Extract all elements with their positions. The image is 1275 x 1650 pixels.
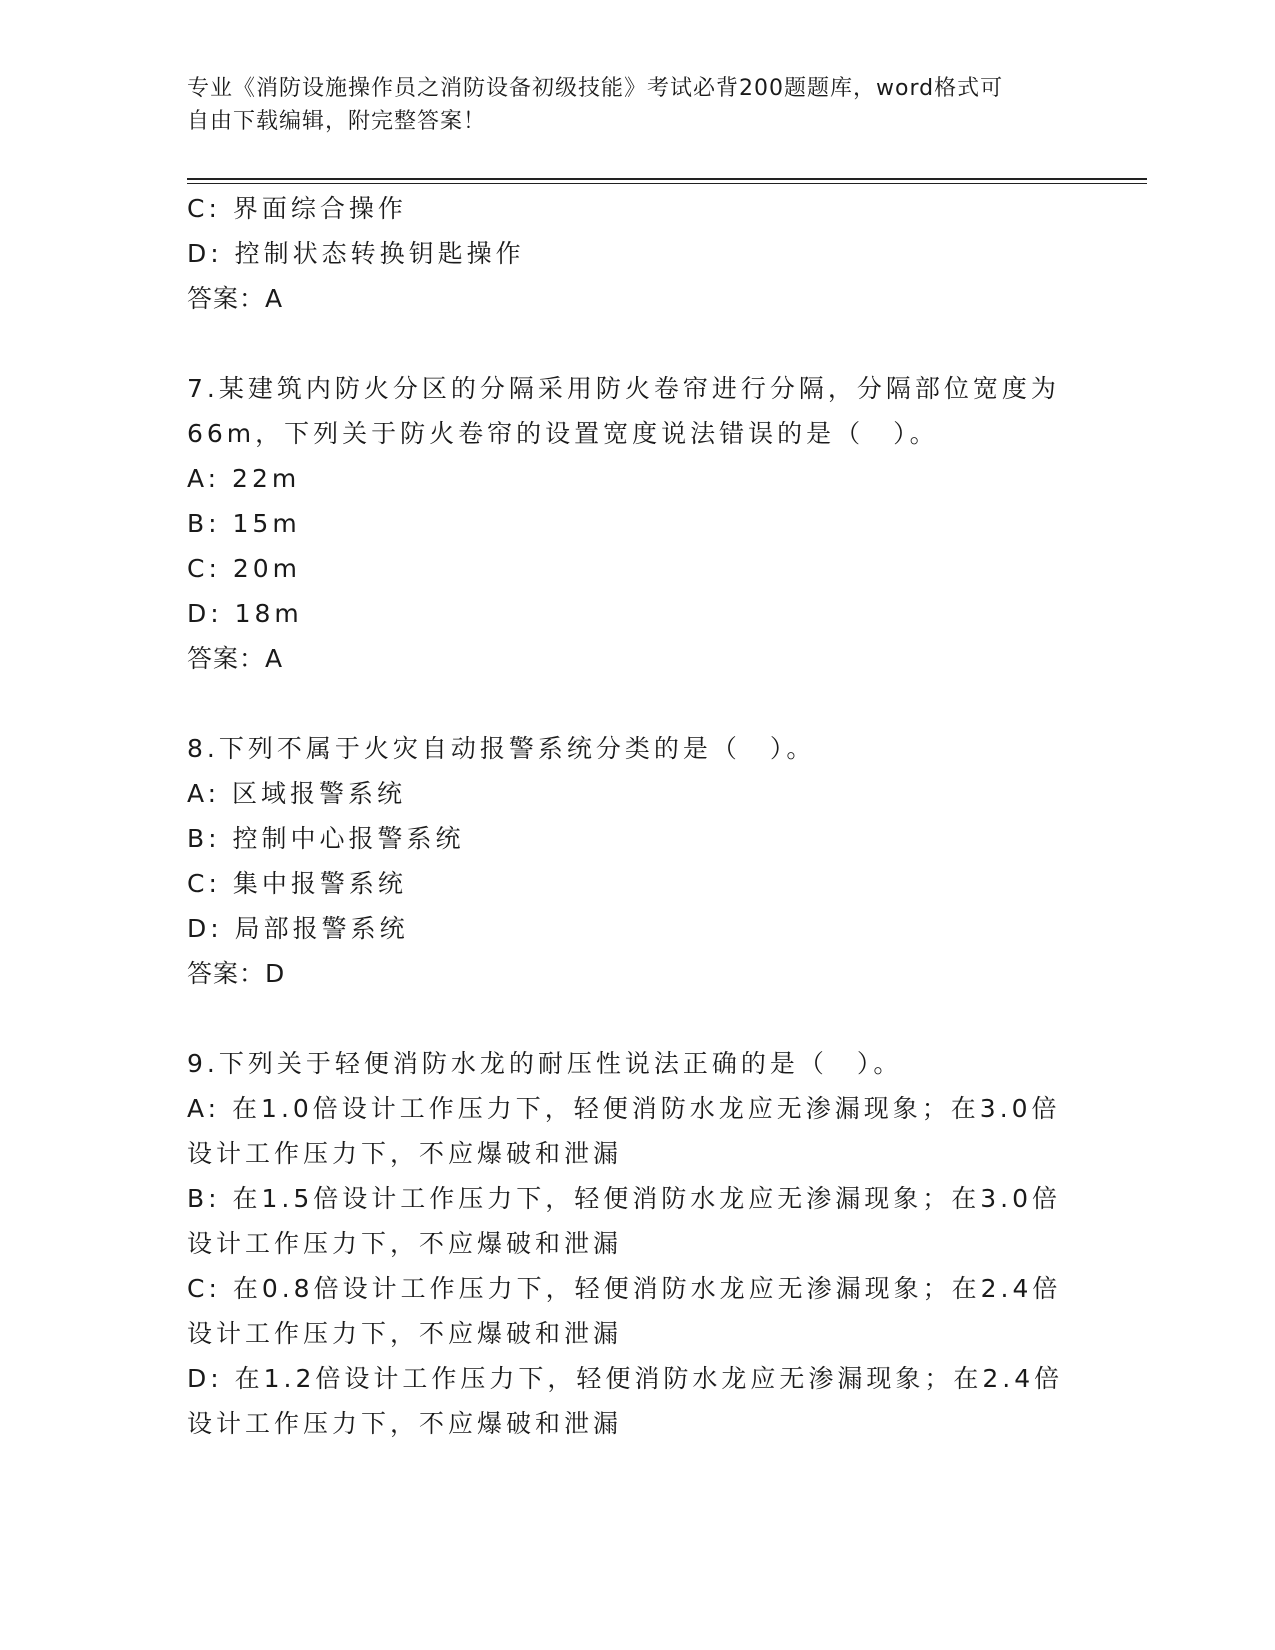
q9-option-b-line-2: 设计工作压力下，不应爆破和泄漏 <box>187 1229 623 1258</box>
q8-option-c: C: 集中报警系统 <box>187 869 407 898</box>
q7-answer: 答案：A <box>187 644 284 673</box>
q7-option-b: B: 15m <box>187 509 301 538</box>
q8-answer: 答案：D <box>187 959 286 988</box>
q9-option-c-line-1: C: 在0.8倍设计工作压力下，轻便消防水龙应无渗漏现象；在2.4倍 <box>187 1274 1062 1303</box>
q6-option-d: D: 控制状态转换钥匙操作 <box>187 239 525 268</box>
header-line-2: 自由下载编辑，附完整答案！ <box>187 109 487 134</box>
q9-option-d-line-1: D: 在1.2倍设计工作压力下，轻便消防水龙应无渗漏现象；在2.4倍 <box>187 1364 1064 1393</box>
q9-option-a-line-2: 设计工作压力下，不应爆破和泄漏 <box>187 1139 623 1168</box>
q9-stem: 9.下列关于轻便消防水龙的耐压性说法正确的是（ ）。 <box>187 1049 903 1078</box>
q9-option-c-line-2: 设计工作压力下，不应爆破和泄漏 <box>187 1319 623 1348</box>
q8-option-d: D: 局部报警系统 <box>187 914 409 943</box>
q8-stem: 8.下列不属于火灾自动报警系统分类的是（ ）。 <box>187 734 816 763</box>
q7-option-a: A: 22m <box>187 464 301 493</box>
q9-option-d-line-2: 设计工作压力下，不应爆破和泄漏 <box>187 1409 623 1438</box>
q7-stem-line-1: 7.某建筑内防火分区的分隔采用防火卷帘进行分隔，分隔部位宽度为 <box>187 374 1060 403</box>
document-header <box>187 72 1067 138</box>
q8-option-a: A: 区域报警系统 <box>187 779 407 808</box>
q8-option-b: B: 控制中心报警系统 <box>187 824 465 853</box>
header-rule-thin <box>187 183 1147 184</box>
header-line-1: 专业《消防设施操作员之消防设备初级技能》考试必背200题题库，word格式可 <box>187 76 1004 101</box>
q7-stem-line-2: 66m，下列关于防火卷帘的设置宽度说法错误的是（ ）。 <box>187 419 939 448</box>
q6-answer: 答案：A <box>187 284 284 313</box>
q9-option-b-line-1: B: 在1.5倍设计工作压力下，轻便消防水龙应无渗漏现象；在3.0倍 <box>187 1184 1062 1213</box>
q7-option-c: C: 20m <box>187 554 301 583</box>
q9-option-a-line-1: A: 在1.0倍设计工作压力下，轻便消防水龙应无渗漏现象；在3.0倍 <box>187 1094 1061 1123</box>
header-rule-thick <box>187 178 1147 180</box>
q7-option-d: D: 18m <box>187 599 303 628</box>
q6-option-c: C: 界面综合操作 <box>187 194 407 223</box>
